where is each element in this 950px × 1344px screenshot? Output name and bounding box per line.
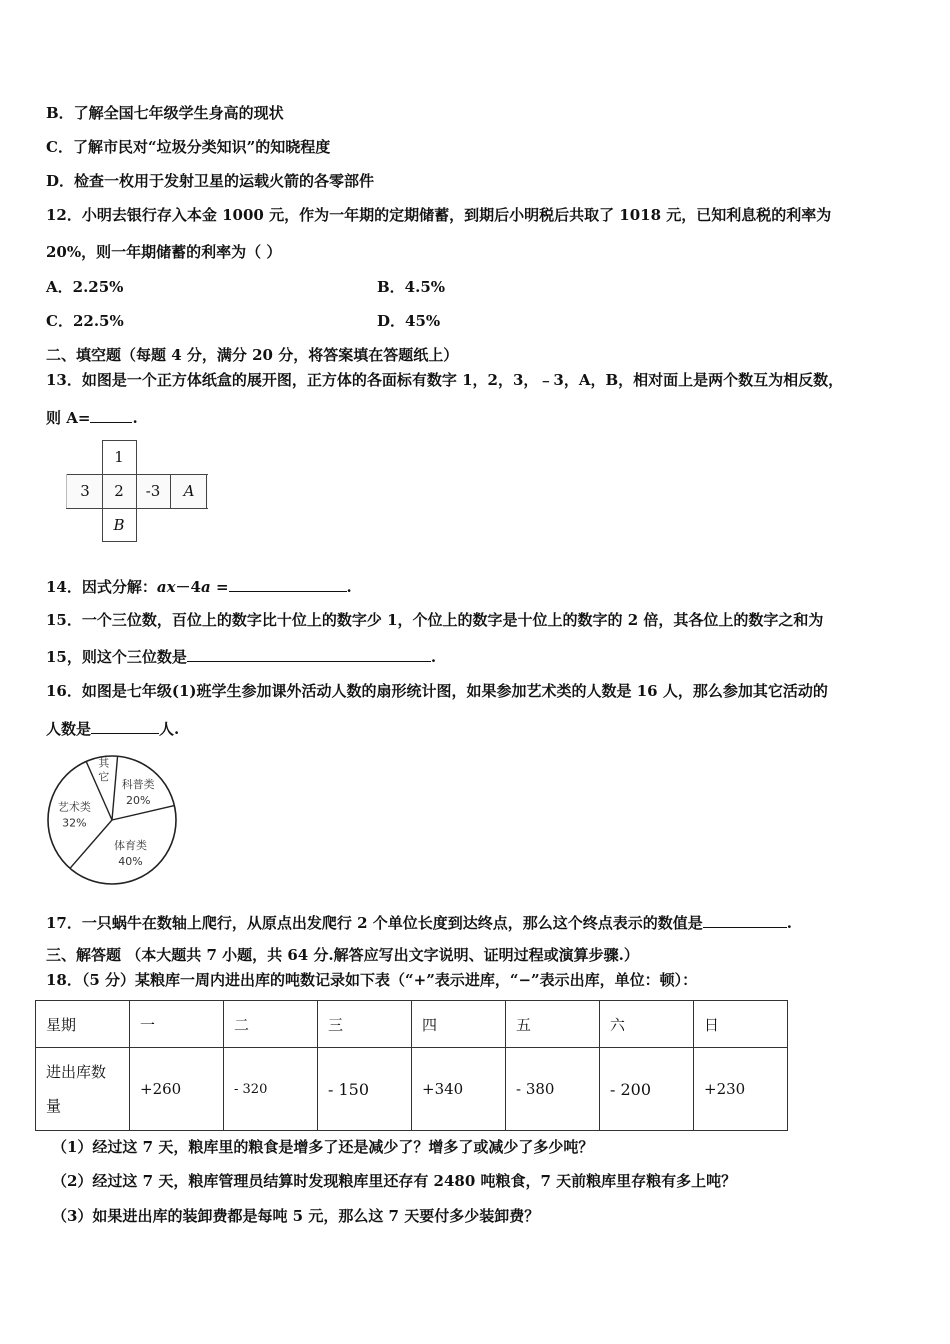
q18-sub1: （1）经过这 7 天，粮库里的粮食是增多了还是减少了？增多了或减少了多少吨？ xyxy=(52,1138,594,1156)
table-header-cell: 日 xyxy=(694,1001,788,1048)
pie-label-qita-1: 其 xyxy=(98,756,110,770)
q16-stem-line2 xyxy=(46,718,179,739)
table-header-cell: 四 xyxy=(412,1001,506,1048)
q18-sub3: （3）如果进出库的装卸费都是每吨 5 元，那么这 7 天要付多少装卸费？ xyxy=(52,1207,540,1225)
q14-expr-a: a xyxy=(200,578,211,596)
q16-answer-blank xyxy=(91,718,159,734)
net-line xyxy=(206,474,207,508)
q14-expr-eq: = xyxy=(210,578,229,596)
q18-stem: 18．（5 分）某粮库一周内进出库的吨数记录如下表（“+”表示进库，“−”表示出库，单位：顿）： xyxy=(46,971,698,989)
net-face-left: 3 xyxy=(80,482,90,500)
net-face-top: 1 xyxy=(114,448,124,466)
net-line xyxy=(66,474,67,508)
pie-pct-yishu: 32% xyxy=(62,816,87,830)
q12-option-b: B．4.5% xyxy=(377,278,446,296)
table-row xyxy=(36,1048,788,1131)
q13-stem-line1: 13．如图是一个正方体纸盒的展开图，正方体的各面标有数字 1，2，3，﹣3，A，B，相对面上是两个数互为相反数， xyxy=(46,371,844,389)
table-cell: - 200 xyxy=(600,1048,694,1131)
q12-option-a: A．2.25% xyxy=(46,278,124,296)
net-line xyxy=(170,474,171,508)
q15-stem-line1: 15．一个三位数，百位上的数字比十位上的数字少 1，个位上的数字是十位上的数字的 2 倍，其各位上的数字之和为 xyxy=(46,611,824,629)
q11-option-b: B．了解全国七年级学生身高的现状 xyxy=(46,104,284,122)
q14-answer-blank xyxy=(229,576,347,592)
q17-suffix: . xyxy=(786,914,792,932)
stock-table xyxy=(35,1000,788,1131)
table-header-cell: 二 xyxy=(224,1001,318,1048)
q15-stem-line2 xyxy=(46,646,436,667)
pie-pct-tiyu: 40% xyxy=(118,854,143,868)
net-face-center: 2 xyxy=(114,482,124,500)
q14-prefix: 14．因式分解： xyxy=(46,578,157,596)
net-face-right1: -3 xyxy=(145,482,161,500)
table-header-cell: 一 xyxy=(130,1001,224,1048)
table-header-row xyxy=(36,1001,788,1048)
row-label-line1: 进出库数 xyxy=(46,1063,107,1081)
section-3-heading: 三、解答题 （本大题共 7 小题，共 64 分.解答应写出文字说明、证明过程或演算步骤.） xyxy=(46,946,639,964)
cube-net-figure xyxy=(66,440,208,542)
q16-prefix: 人数是 xyxy=(46,720,92,738)
q15-prefix: 15，则这个三位数是 xyxy=(46,648,187,666)
q14-stem xyxy=(46,576,352,597)
q15-answer-blank xyxy=(187,646,431,662)
q13-answer-blank xyxy=(90,407,132,423)
q17-stem xyxy=(46,912,792,933)
q16-stem-line1: 16．如图是七年级(1)班学生参加课外活动人数的扇形统计图，如果参加艺术类的人数是 16 人，那么参加其它活动的 xyxy=(46,682,828,700)
table-cell: - 320 xyxy=(224,1048,318,1131)
row-label-line2: 量 xyxy=(46,1097,62,1115)
q12-option-d: D．45% xyxy=(377,312,441,330)
table-cell: +230 xyxy=(694,1048,788,1131)
pie-label-kepu: 科普类 xyxy=(121,777,155,791)
table-header-cell: 五 xyxy=(506,1001,600,1048)
pie-label-qita-2: 它 xyxy=(98,770,110,784)
q16-suffix: 人. xyxy=(159,720,180,738)
net-face-bottom: B xyxy=(113,516,125,534)
table-cell: - 150 xyxy=(318,1048,412,1131)
q13-prefix: 则 A= xyxy=(46,409,91,427)
table-header-cell: 三 xyxy=(318,1001,412,1048)
q12-stem-line2: 20%，则一年期储蓄的利率为（ ） xyxy=(46,243,282,261)
q15-suffix: . xyxy=(430,648,437,666)
net-face-right2: A xyxy=(183,482,195,500)
table-header-cell: 星期 xyxy=(36,1001,130,1048)
q14-expr-ax: ax xyxy=(156,578,176,596)
net-line xyxy=(66,508,208,509)
pie-label-tiyu: 体育类 xyxy=(114,838,147,852)
activity-pie-chart xyxy=(42,750,182,890)
q17-answer-blank xyxy=(703,912,787,928)
table-cell: +340 xyxy=(412,1048,506,1131)
table-cell: - 380 xyxy=(506,1048,600,1131)
q18-sub2: （2）经过这 7 天，粮库管理员结算时发现粮库里还存有 2480 吨粮食，7 天前粮库里存粮有多上吨？ xyxy=(52,1172,737,1190)
table-header-cell: 六 xyxy=(600,1001,694,1048)
q14-suffix: . xyxy=(346,578,352,596)
q17-prefix: 17．一只蜗牛在数轴上爬行，从原点出发爬行 2 个单位长度到达终点，那么这个终点表示的数值是 xyxy=(46,914,703,932)
q13-suffix: . xyxy=(132,409,138,427)
pie-pct-kepu: 20% xyxy=(125,793,151,807)
section-2-heading: 二、填空题（每题 4 分，满分 20 分，将答案填在答题纸上） xyxy=(46,346,459,364)
q11-option-d: D．检查一枚用于发射卫星的运载火箭的各零部件 xyxy=(46,172,375,190)
q12-stem-line1: 12．小明去银行存入本金 1000 元，作为一年期的定期储蓄，到期后小明税后共取了 1018 元，已知利息税的利率为 xyxy=(46,206,832,224)
pie-label-yishu: 艺术类 xyxy=(57,800,91,814)
q13-stem-line2 xyxy=(46,407,138,428)
q12-option-c: C．22.5% xyxy=(46,312,124,330)
q14-expr-minus4: －4 xyxy=(175,578,201,596)
q11-option-c: C．了解市民对“垃圾分类知识”的知晓程度 xyxy=(46,138,331,156)
table-cell: +260 xyxy=(130,1048,224,1131)
table-row-label xyxy=(36,1048,130,1131)
